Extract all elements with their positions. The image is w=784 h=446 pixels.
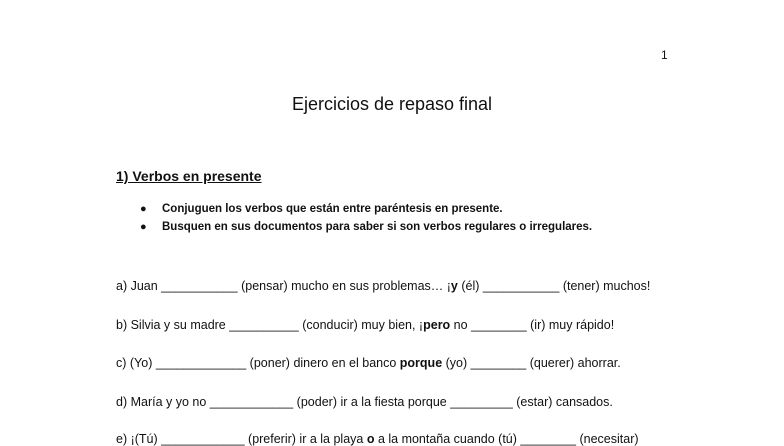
section-heading: 1) Verbos en presente — [116, 168, 262, 184]
exercise-text: (yo) ________ (querer) ahorrar. — [442, 356, 621, 370]
connector-word: pero — [423, 318, 451, 332]
connector-word: y — [450, 279, 458, 293]
document-title: Ejercicios de repaso final — [291, 94, 493, 114]
exercise-a — [116, 279, 650, 293]
instruction-item — [140, 218, 592, 236]
exercise-text: e) ¡(Tú) ____________ (preferir) ir a la playa — [116, 432, 367, 446]
page-number: 1 — [661, 48, 668, 62]
bullet-icon: ● — [140, 203, 147, 215]
exercise-text: c) (Yo) _____________ (poner) dinero en el banco — [116, 356, 400, 370]
exercise-text: (él) ___________ (tener) muchos! — [457, 279, 651, 293]
bullet-icon: ● — [140, 221, 147, 233]
exercise-text: d) María y yo no ____________ (poder) ir a la fiesta porque _________ (estar) cansados. — [116, 395, 613, 409]
exercise-text: a la montaña cuando (tú) ________ (necesitar) — [374, 432, 639, 446]
exercise-text: no ________ (ir) muy rápido! — [450, 318, 615, 332]
instruction-item — [140, 200, 592, 218]
exercise-e — [116, 432, 639, 446]
exercise-text: b) Silvia y su madre __________ (conducir) muy bien, ¡ — [116, 318, 424, 332]
exercise-b — [116, 318, 614, 332]
instruction-text: Busquen en sus documentos para saber si son verbos regulares o irregulares. — [162, 221, 593, 233]
instruction-list — [140, 200, 592, 236]
instruction-text: Conjuguen los verbos que están entre paréntesis en presente. — [162, 203, 503, 215]
connector-word: porque — [399, 356, 443, 370]
exercise-c — [116, 356, 621, 370]
exercise-d — [116, 395, 613, 409]
connector-word: o — [366, 432, 375, 446]
exercise-text: a) Juan ___________ (pensar) mucho en sus problemas… ¡ — [116, 279, 451, 293]
